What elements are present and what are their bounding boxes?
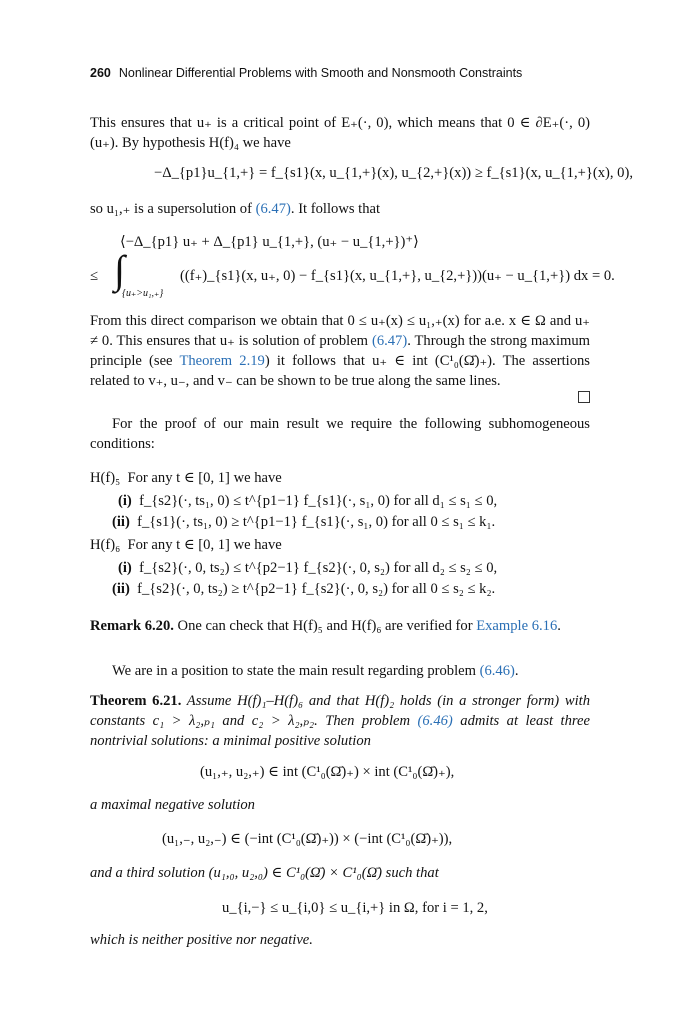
hypothesis-h5: H(f)₅ For any t ∈ [0, 1] we have	[90, 470, 282, 486]
ref-theorem-2-19-link[interactable]: Theorem 2.19	[179, 353, 265, 369]
equation-2-line-1: ⟨−Δ_{p1} u₊ + Δ_{p1} u_{1,+}, (u₊ − u_{1,+})⁺⟩	[120, 234, 419, 250]
leq-sign: ≤	[90, 268, 99, 284]
equation-4: (u₁,₋, u₂,₋) ∈ (−int (C¹₀(Ω̄)₊)) × (−int (C¹₀(Ω̄)₊)),	[162, 831, 453, 847]
paragraph-3: From this direct comparison we obtain that 0 ≤ u₊(x) ≤ u₁,₊(x) for a.e. x ∈ Ω and u₊ ≠ 0. This ensures that u₊ is solution of problem (6.47). Through the strong maximum principle (see Theorem 2.19) it follows that u₊ ∈ int (C¹₀(Ω̄)₊). The assertions related to v₊, u₋, and v₋ can be shown to be true along the same lines.	[90, 313, 590, 389]
hypothesis-h6: H(f)₆ For any t ∈ [0, 1] we have	[90, 537, 282, 553]
paragraph-4: For the proof of our main result we require the following subhomogeneous conditions:	[90, 416, 590, 452]
h5-item-ii: (ii) f_{s1}(·, ts₁, 0) ≥ t^{p1−1} f_{s1}(·, s₁, 0) for all 0 ≤ s₁ ≤ k₁.	[112, 514, 496, 530]
theorem-text-d: and a third solution (u₁,₀, u₂,₀) ∈ C¹₀(Ω̄) × C¹₀(Ω̄) such that	[90, 865, 439, 881]
running-title: Nonlinear Differential Problems with Smooth and Nonsmooth Constraints	[118, 66, 523, 80]
integral-domain: {u₊>u₁,₊}	[122, 288, 164, 299]
running-header	[90, 66, 522, 80]
theorem-6-21: Theorem 6.21. Assume H(f)₁–H(f)₆ and that H(f)₂ holds (in a stronger form) with constants c₁ > λ₂,ₚ₁ and c₂ > λ₂,ₚ₂. Then problem (6.46) admits at least three nontrivial solutions: a minimal positive solution	[90, 693, 590, 749]
paragraph-1: This ensures that u₊ is a critical point of E₊(·, 0), which means that 0 ∈ ∂E₊(·, 0)(u₊). By hypothesis H(f)₄ we have	[90, 115, 590, 151]
paragraph-2: so u₁,₊ is a supersolution of (6.47). It follows that	[90, 201, 381, 217]
h6-item-i: (i) f_{s2}(·, 0, ts₂) ≤ t^{p2−1} f_{s2}(·, 0, s₂) for all d₂ ≤ s₂ ≤ 0,	[118, 560, 498, 576]
remark-6-20: Remark 6.20. One can check that H(f)₅ and H(f)₆ are verified for Example 6.16.	[90, 618, 561, 634]
equation-3: (u₁,₊, u₂,₊) ∈ int (C¹₀(Ω̄)₊) × int (C¹₀(Ω̄)₊),	[200, 764, 455, 780]
h5-item-i: (i) f_{s2}(·, ts₁, 0) ≤ t^{p1−1} f_{s1}(·, s₁, 0) for all d₁ ≤ s₁ ≤ 0,	[118, 493, 498, 509]
equation-2-line-2: ((f₊)_{s1}(x, u₊, 0) − f_{s1}(x, u_{1,+}, u_{2,+}))(u₊ − u_{1,+}) dx = 0.	[180, 268, 615, 284]
equation-5: u_{i,−} ≤ u_{i,0} ≤ u_{i,+} in Ω, for i = 1, 2,	[222, 900, 488, 916]
integral-sign: ∫	[114, 247, 125, 292]
ref-6-46-link[interactable]: (6.46)	[479, 663, 515, 679]
theorem-text-e: which is neither positive nor negative.	[90, 932, 313, 948]
ref-6-46-link-2[interactable]: (6.46)	[417, 713, 453, 729]
h6-item-ii: (ii) f_{s2}(·, 0, ts₂) ≥ t^{p2−1} f_{s2}(·, 0, s₂) for all 0 ≤ s₂ ≤ k₂.	[112, 581, 496, 597]
ref-6-47-link-2[interactable]: (6.47)	[371, 333, 408, 349]
paragraph-5: We are in a position to state the main result regarding problem (6.46).	[112, 663, 519, 679]
page-number: 260	[90, 66, 111, 80]
ref-example-6-16-link[interactable]: Example 6.16	[476, 618, 558, 634]
ref-6-47-link[interactable]: (6.47)	[255, 201, 291, 217]
qed-box	[578, 391, 590, 403]
theorem-text-c: a maximal negative solution	[90, 797, 255, 813]
equation-1: −Δ_{p1}u_{1,+} = f_{s1}(x, u_{1,+}(x), u_{2,+}(x)) ≥ f_{s1}(x, u_{1,+}(x), 0),	[154, 165, 633, 181]
